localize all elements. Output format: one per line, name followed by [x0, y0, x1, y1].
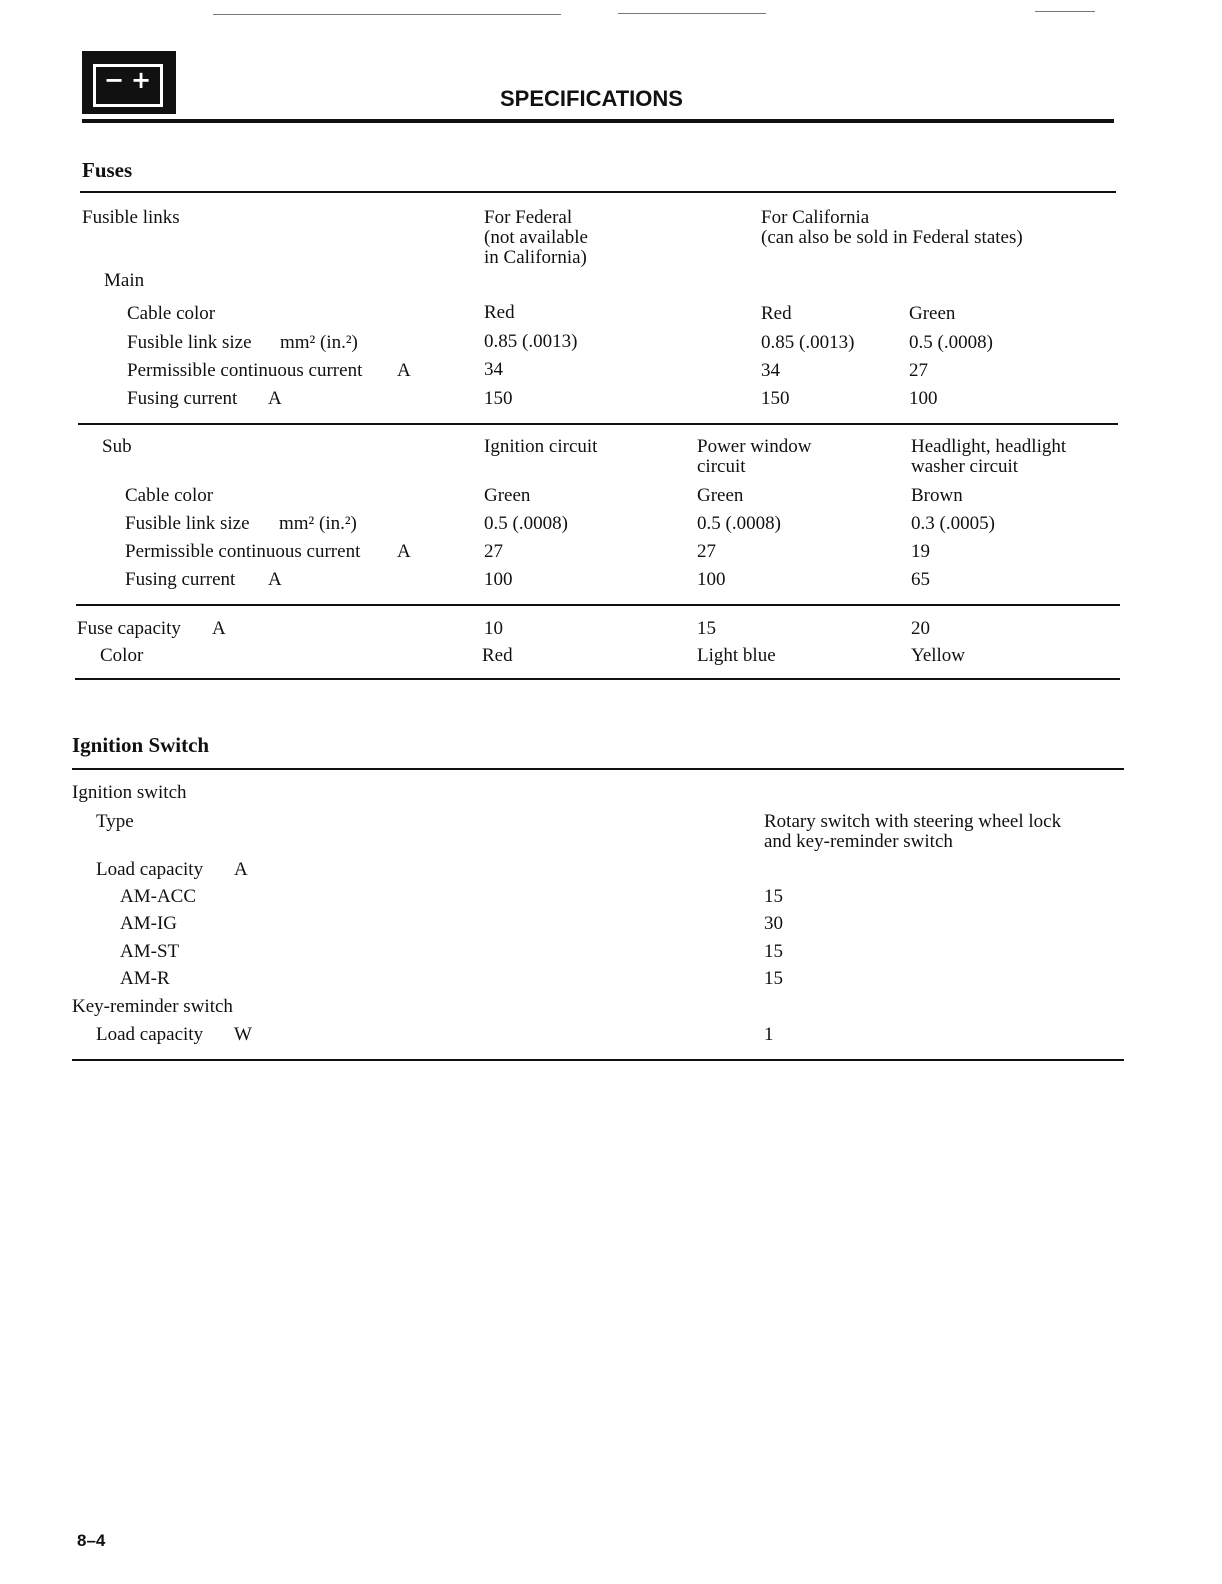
main-row-cal-2: 0.5 (.0008): [909, 332, 993, 353]
sub-row-value: 27: [484, 541, 503, 562]
terminal-value: 30: [764, 913, 783, 934]
main-row-cal-1: Red: [761, 303, 792, 324]
top-rule-middle: [618, 13, 766, 14]
terminal-value: 15: [764, 886, 783, 907]
sub-row-value: 100: [484, 569, 513, 590]
main-sub-rule: [78, 423, 1118, 425]
type-label: Type: [96, 811, 134, 832]
sub-row-value: Green: [484, 485, 531, 506]
federal-header-line: in California): [484, 247, 587, 268]
sub-row-label: Cable color: [125, 485, 214, 506]
federal-header: [484, 208, 588, 268]
minus-sign: −: [104, 66, 125, 94]
main-row-unit: mm² (in.²): [280, 332, 358, 353]
type-value-line: Rotary switch with steering wheel lock: [764, 811, 1062, 832]
ignition-heading: Ignition Switch: [72, 733, 210, 757]
main-row-federal: 0.85 (.0013): [484, 331, 578, 352]
type-value: [764, 812, 1061, 852]
terminal-value: 15: [764, 941, 783, 962]
terminal-label: AM-ACC: [120, 886, 197, 907]
main-row-federal: 34: [484, 359, 503, 380]
federal-header-line: For Federal: [484, 207, 573, 228]
sub-row-value: 0.5 (.0008): [484, 513, 568, 534]
sub-header-line: Ignition circuit: [484, 436, 598, 457]
fuse-capacity-value: 15: [697, 618, 716, 639]
key-load-value: 1: [764, 1024, 774, 1045]
fuse-capacity-value: 10: [484, 618, 503, 639]
page-title: SPECIFICATIONS: [500, 86, 683, 111]
sub-row-value: 27: [697, 541, 716, 562]
california-header: [761, 208, 1023, 248]
terminal-value: 15: [764, 968, 783, 989]
page-number: 8–4: [77, 1531, 106, 1550]
california-header-line: (can also be sold in Federal states): [761, 227, 1023, 248]
main-row-cal-2: Green: [909, 303, 956, 324]
main-row-label: Fusing current: [127, 388, 238, 409]
sub-row-value: 0.3 (.0005): [911, 513, 995, 534]
federal-header-line: (not available: [484, 227, 588, 248]
fuse-color-value: Yellow: [911, 645, 966, 666]
fuses-heading: Fuses: [82, 158, 133, 182]
top-rule-left: [213, 14, 561, 15]
sub-row-value: 65: [911, 569, 930, 590]
terminal-label: AM-ST: [120, 941, 180, 962]
top-rule-right: [1035, 11, 1095, 12]
key-reminder-label: Key-reminder switch: [72, 996, 233, 1017]
sub-fuse-rule: [76, 604, 1120, 606]
main-row-unit: A: [397, 360, 411, 381]
sub-row-value: Green: [697, 485, 744, 506]
fuse-capacity-unit: A: [212, 618, 226, 639]
battery-icon: [82, 51, 176, 114]
main-row-cal-1: 0.85 (.0013): [761, 332, 855, 353]
california-header-line: For California: [761, 207, 870, 228]
fusible-links-label: Fusible links: [82, 207, 180, 228]
main-row-label: Fusible link size: [127, 332, 252, 353]
load-capacity-label: Load capacity: [96, 859, 204, 880]
fuses-end-rule: [75, 678, 1120, 680]
sub-row-unit: mm² (in.²): [279, 513, 357, 534]
sub-header: [697, 437, 812, 477]
fuse-capacity-value: 20: [911, 618, 930, 639]
terminal-label: AM-R: [120, 968, 170, 989]
fuses-rule: [80, 191, 1116, 193]
sub-row-value: 19: [911, 541, 930, 562]
sub-row-unit: A: [397, 541, 411, 562]
header-rule: [82, 119, 1114, 123]
sub-header: [484, 437, 597, 457]
sub-row-label: Fusible link size: [125, 513, 250, 534]
sub-label: Sub: [102, 436, 132, 457]
main-row-cal-1: 150: [761, 388, 790, 409]
main-row-cal-1: 34: [761, 360, 780, 381]
ignition-end-rule: [72, 1059, 1124, 1061]
fuse-capacity-label: Fuse capacity: [77, 618, 181, 639]
sub-header-line: Headlight, headlight: [911, 436, 1067, 457]
main-row-cal-2: 27: [909, 360, 928, 381]
sub-header-line: Power window: [697, 436, 812, 457]
sub-header-line: circuit: [697, 456, 746, 477]
type-value-line: and key-reminder switch: [764, 831, 953, 852]
sub-header-line: washer circuit: [911, 456, 1019, 477]
main-row-cal-2: 100: [909, 388, 938, 409]
sub-row-value: Brown: [911, 485, 963, 506]
fuse-color-value: Light blue: [697, 645, 776, 666]
fuse-color-label: Color: [100, 645, 144, 666]
key-load-unit: W: [234, 1024, 252, 1045]
sub-row-value: 100: [697, 569, 726, 590]
key-load-label: Load capacity: [96, 1024, 204, 1045]
main-label: Main: [104, 270, 145, 291]
ignition-switch-label: Ignition switch: [72, 782, 187, 803]
fuse-color-value: Red: [482, 645, 513, 666]
sub-row-unit: A: [268, 569, 282, 590]
sub-row-label: Fusing current: [125, 569, 236, 590]
main-row-federal: 150: [484, 388, 513, 409]
sub-row-value: 0.5 (.0008): [697, 513, 781, 534]
main-row-label: Cable color: [127, 303, 216, 324]
sub-row-label: Permissible continuous current: [125, 541, 361, 562]
terminal-label: AM-IG: [120, 913, 177, 934]
main-row-unit: A: [268, 388, 282, 409]
main-row-label: Permissible continuous current: [127, 360, 363, 381]
load-capacity-unit: A: [234, 859, 248, 880]
main-row-federal: Red: [484, 302, 515, 323]
ignition-rule: [72, 768, 1124, 770]
sub-header: [911, 437, 1066, 477]
plus-sign: +: [131, 66, 152, 94]
